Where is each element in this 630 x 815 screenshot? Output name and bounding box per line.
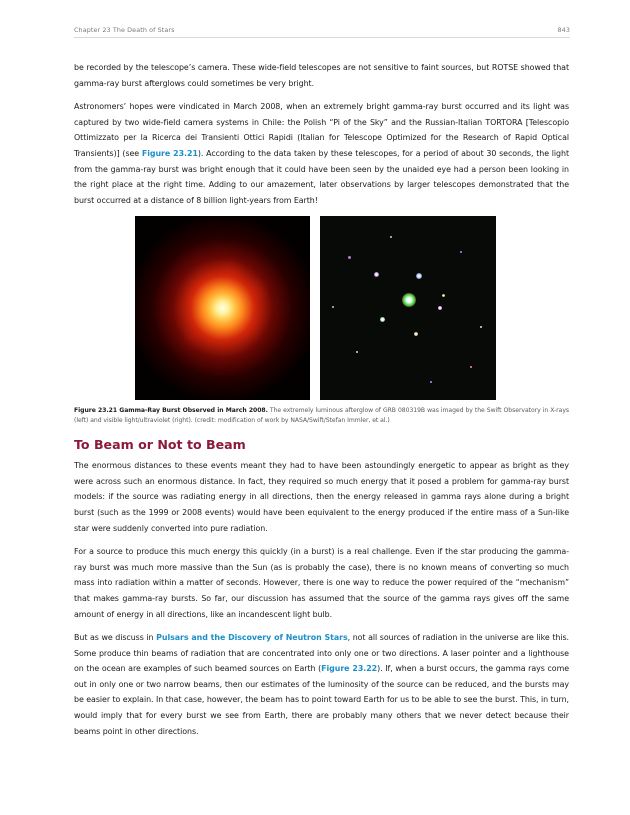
paragraph: The enormous distances to these events meant they had to have been astoundingly energetic to appear as bright as they were across such an enormous distance. In fact, they required so much energy that it posed a problem for gamma-ray burst models: if the source was radiating energy in all directions, then the energy released in gamma rays alone during a bright burst (such as the 1999 or 2008 events) would have been equivalent to the energy produced if the entire mass of a Sun-like star were suddenly converted into pure radiation. [74,461,569,533]
star [416,273,422,279]
star [460,251,462,253]
visible-uv-image [320,216,496,400]
grb-afterglow [402,293,416,307]
paragraph-text: Astronomers’ hopes were vindicated in March 2008, when an extremely bright gamma-ray burst occurred and its light was captured by two wide-field camera systems in Chile: the Polish “Pi of the Sky” and the Russian-Italian TORTORA [Telescopio Ottimizzato per la Ricerca dei Transienti Ottici Rapidi (Italian for Telescope Optimized for the Research of Rapid Optical Transients)] (see [74,102,569,158]
figure-23-22-link[interactable]: Figure 23.22 [321,664,378,674]
pulsars-section-link[interactable]: Pulsars and the Discovery of Neutron Stars [156,633,348,643]
section-heading: To Beam or Not to Beam [74,437,246,453]
paragraph: For a source to produce this much energy this quickly (in a burst) is a real challenge. Even if the star producing the gamma-ray burst was much more massive than the Sun (as is probably the case), there is no known means of converting so much mass into radiation within a matter of seconds. However, there is one way to reduce the power required of the “mechanism” that makes gamma-ray bursts. So far, our discussion has assumed that the source of the gamma rays gives off the same amount of energy in all directions, like an incandescent light bulb. [74,547,569,619]
paragraph-text: ). If, when a burst occurs, the gamma rays come out in only one or two narrow beams, then our estimates of the luminosity of the source can be reduced, and the bursts may be easier to explain. In that case, however, the beam has to point toward Earth for us to be able to see the burst. This, in turn, would imply that for every burst we see from Earth, there are probably many others that we never detect because their beams point in other directions. [74,664,570,736]
star [374,272,379,277]
figure-23-21 [74,216,569,400]
figure-caption [74,406,569,425]
star [380,317,385,322]
star [414,332,418,336]
figure-23-21-link[interactable]: Figure 23.21 [141,148,198,158]
paragraph-text: , not all sources of radiation in the universe are like this. Some produce thin beams of radiation that are concentrated into only one or two directions. A laser pointer and a lighthouse on the ocean are examples of such beamed sources on Earth ( [74,633,570,674]
caption-text: The extremely luminous afterglow of GRB 080319B was imaged by the Swift Observatory in X-rays (left) and visible light/ultraviolet (right). (credit: modification of work by NASA/Swift/Stefan Immler, et al.) [74,407,570,424]
star [430,381,432,383]
star [470,366,472,368]
star [332,306,334,308]
paragraph-text: ). According to the data taken by these telescopes, for a period of about 30 seconds, the light from the gamma-ray burst was bright enough that it could have been seen by the unaided eye had a person been looking in the right place at the right time. Adding to our amazement, later observations by larger telescopes demonstrated that the burst occurred at a distance of 8 billion light-years from Earth! [74,148,569,205]
paragraph [74,99,569,208]
figure-label: Figure 23.21 Gamma-Ray Burst Observed in March 2008. [74,407,268,415]
paragraph: be recorded by the telescope’s camera. These wide-field telescopes are not sensitive to faint sources, but ROTSE showed that gamma-ray burst afterglows could sometimes be very bright. [74,63,569,88]
star [348,256,351,259]
chapter-title: Chapter 23 The Death of Stars [74,26,175,34]
paragraph-text: But as we discuss in [74,633,157,643]
star [442,294,445,297]
page-number: 843 [557,26,570,34]
star [390,236,392,238]
main-content [74,60,569,747]
header-rule [74,37,570,38]
star [438,306,442,310]
running-head [74,26,570,34]
star [356,351,358,353]
x-ray-image [135,216,310,400]
paragraph [74,630,569,739]
star [480,326,482,328]
